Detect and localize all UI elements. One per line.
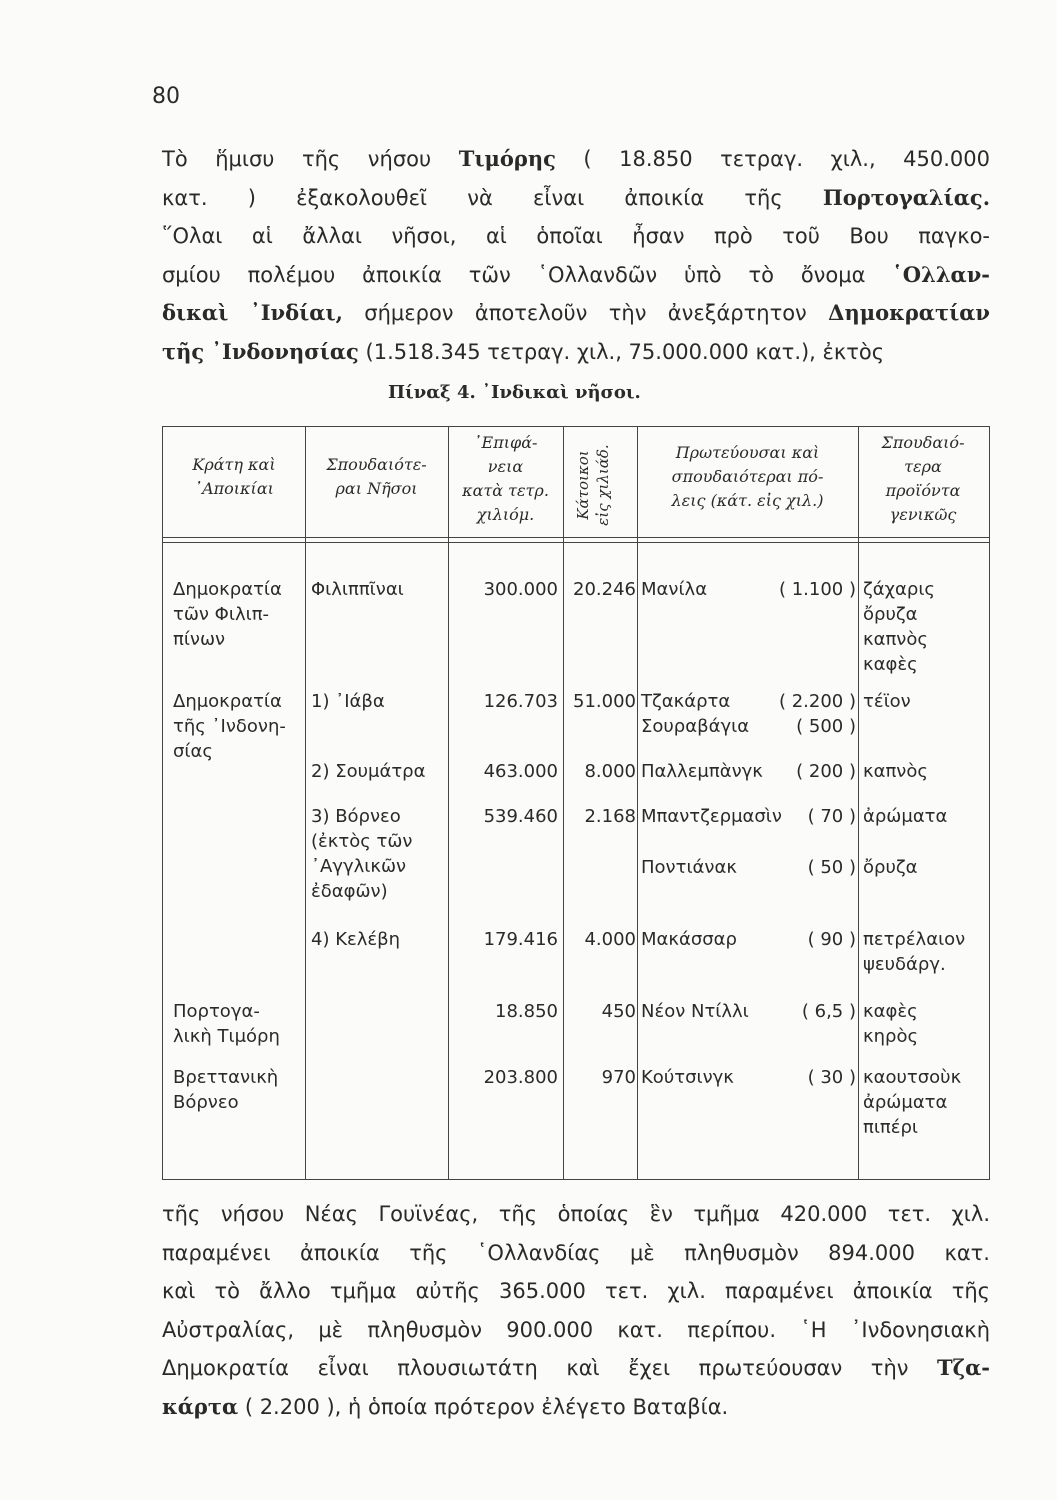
cell-area: 539.460 [483, 806, 558, 827]
cell-state: Δημοκρατία τῶν Φιλιπ- πίνων [173, 579, 282, 650]
cell-area: 126.703 [483, 691, 558, 712]
cell-area: 18.850 [495, 1001, 558, 1022]
table-header: ᾿Επιφά- νεια κατὰ τετρ. χιλιόμ. [462, 433, 549, 524]
city-name: Ποντιάνακ [641, 857, 737, 878]
text-line: τῆς ᾿Ινδονησίας (1.518.345 τετραγ. χιλ., 75.000.000 κατ.), ἐκτὸς [162, 338, 885, 364]
cell-cities [641, 804, 856, 829]
cell-cities [641, 855, 856, 880]
cell-island: 2) Σουμάτρα [311, 761, 426, 782]
table-header: Σπουδαιότε- ραι Νῆσοι [326, 455, 427, 498]
city-name: Κούτσινγκ [641, 1067, 734, 1088]
cell-population: 2.168 [584, 806, 636, 827]
city-population: ( 200 ) [796, 761, 856, 782]
city-name: Παλλεμπὰνγκ [641, 761, 763, 782]
cell-products: καφὲς κηρὸς [863, 1001, 919, 1047]
cell-population: 450 [601, 1001, 636, 1022]
cell-state: Βρεττανικὴ Βόρνεο [173, 1067, 279, 1113]
city-entry [641, 714, 856, 739]
paragraph-new-guinea [162, 1195, 990, 1426]
city-entry [641, 577, 856, 602]
header-population: Κάτοικοι εἰς χιλιάδ. [574, 444, 612, 526]
city-name: Μανίλα [641, 579, 708, 600]
cell-population: 20.246 [573, 579, 636, 600]
table-header: Κράτη καὶ ᾿Αποικίαι [192, 455, 276, 498]
bold-term: τῆς ᾿Ινδονησίας [162, 338, 359, 364]
table-header: Σπουδαιό- τερα προϊόντα γενικῶς [881, 433, 965, 524]
cell-population: 51.000 [573, 691, 636, 712]
cell-cities [641, 1065, 856, 1090]
bold-term: κάρτα [162, 1393, 239, 1419]
cell-island: Φιλιππῖναι [311, 579, 404, 600]
cell-cities [641, 577, 856, 602]
city-entry [641, 689, 856, 714]
city-population: ( 1.100 ) [778, 579, 856, 600]
city-name: Μακάσσαρ [641, 929, 737, 950]
text-line: κάρτα ( 2.200 ), ἡ ὁποία πρότερον ἐλέγετο Βαταβία. [162, 1393, 729, 1419]
text-line: Αὐστραλίας, μὲ πληθυσμὸν 900.000 κατ. περίπου. ῾Η ᾿Ινδονησιακὴ [162, 1317, 990, 1342]
bold-term: Πορτογαλίας. [822, 184, 990, 210]
city-entry [641, 855, 856, 880]
cell-products: ζάχαρις ὄρυζα καπνὸς καφὲς [863, 579, 935, 675]
text-line: κατ. ) ἐξακολουθεῖ νὰ εἶναι ἀποικία τῆς Πορτογαλίας. [162, 184, 990, 210]
cell-area: 463.000 [483, 761, 558, 782]
cell-products: πετρέλαιον ψευδάργ. [863, 929, 966, 975]
text-line: σμίου πολέμου ἀποικία τῶν ῾Ολλανδῶν ὑπὸ τὸ ὄνομα ῾Ολλαν- [162, 261, 990, 287]
cell-island: 4) Κελέβη [311, 929, 401, 950]
city-entry [641, 927, 856, 952]
cell-cities [641, 689, 856, 739]
cell-products: ὄρυζα [863, 857, 918, 878]
city-name: Σουραβάγια [641, 716, 750, 737]
city-entry [641, 804, 856, 829]
table-header: Πρωτεύουσαι καὶ σπουδαιότεραι πό- λεις (κάτ. εἰς χιλ.) [671, 443, 824, 510]
city-name: Μπαντζερμασὶν [641, 806, 782, 827]
cell-state: Πορτογα- λικὴ Τιμόρη [173, 1001, 280, 1047]
cell-population: 970 [601, 1067, 636, 1088]
city-population: ( 50 ) [807, 857, 856, 878]
bold-term: ῾Ολλαν- [892, 261, 990, 287]
text-line: παραμένει ἀποικία τῆς ῾Ολλανδίας μὲ πληθυσμὸν 894.000 κατ. [162, 1240, 990, 1265]
page-number: 80 [152, 84, 180, 109]
bold-term: Τιμόρης [458, 146, 556, 171]
text-line: Τὸ ἥμισυ τῆς νήσου Τιμόρης ( 18.850 τετραγ. χιλ., 450.000 [162, 146, 990, 171]
cell-population: 8.000 [584, 761, 636, 782]
cell-products: καπνὸς [863, 761, 928, 782]
cell-state: Δημοκρατία τῆς ᾿Ινδονη- σίας [173, 691, 286, 762]
city-population: ( 500 ) [796, 716, 856, 737]
bold-term: δικαὶ ᾿Ινδίαι, [162, 300, 343, 325]
cell-cities [641, 999, 856, 1024]
cell-island: 1) ᾿Ιάβα [311, 691, 385, 712]
islands-table [162, 426, 990, 1180]
city-population: ( 30 ) [807, 1067, 856, 1088]
cell-cities [641, 927, 856, 952]
bold-term: Τζα- [937, 1355, 990, 1380]
cell-products: καουτσοὺκ ἀρώματα πιπέρι [863, 1067, 962, 1138]
text-line: Δημοκρατία εἶναι πλουσιωτάτη καὶ ἔχει πρωτεύουσαν τὴν Τζα- [162, 1355, 990, 1380]
cell-population: 4.000 [584, 929, 636, 950]
cell-area: 203.800 [483, 1067, 558, 1088]
city-entry [641, 999, 856, 1024]
city-population: ( 90 ) [807, 929, 856, 950]
cell-products: τέϊον [863, 691, 911, 712]
cell-cities [641, 759, 856, 784]
text-line: τῆς νήσου Νέας Γουϊνέας, τῆς ὁποίας ἓν τμῆμα 420.000 τετ. χιλ. [162, 1202, 990, 1226]
cell-products: ἀρώματα [863, 806, 948, 827]
city-population: ( 6,5 ) [801, 1001, 856, 1022]
cell-area: 300.000 [483, 579, 558, 600]
cell-island: 3) Βόρνεο (ἐκτὸς τῶν ᾿Αγγλικῶν ἐδαφῶν) [311, 806, 413, 902]
city-entry [641, 1065, 856, 1090]
city-name: Νέον Ντίλλι [641, 1001, 749, 1022]
paragraph-timor [162, 140, 990, 371]
bold-term: Δημοκρατίαν [828, 300, 990, 325]
city-entry [641, 759, 856, 784]
table-caption: Πίναξ 4. ᾿Ινδικαὶ νῆσοι. [388, 382, 641, 403]
text-line: ῞Ολαι αἱ ἄλλαι νῆσοι, αἱ ὁποῖαι ἦσαν πρὸ τοῦ Βου παγκο- [162, 224, 990, 248]
city-population: ( 70 ) [807, 806, 856, 827]
city-name: Τζακάρτα [641, 691, 731, 712]
text-line: δικαὶ ᾿Ινδίαι, σήμερον ἀποτελοῦν τὴν ἀνεξάρτητον Δημοκρατίαν [162, 300, 990, 325]
text-line: καὶ τὸ ἄλλο τμῆμα αὐτῆς 365.000 τετ. χιλ. παραμένει ἀποικία τῆς [162, 1279, 990, 1303]
city-population: ( 2.200 ) [778, 691, 856, 712]
cell-area: 179.416 [483, 929, 558, 950]
